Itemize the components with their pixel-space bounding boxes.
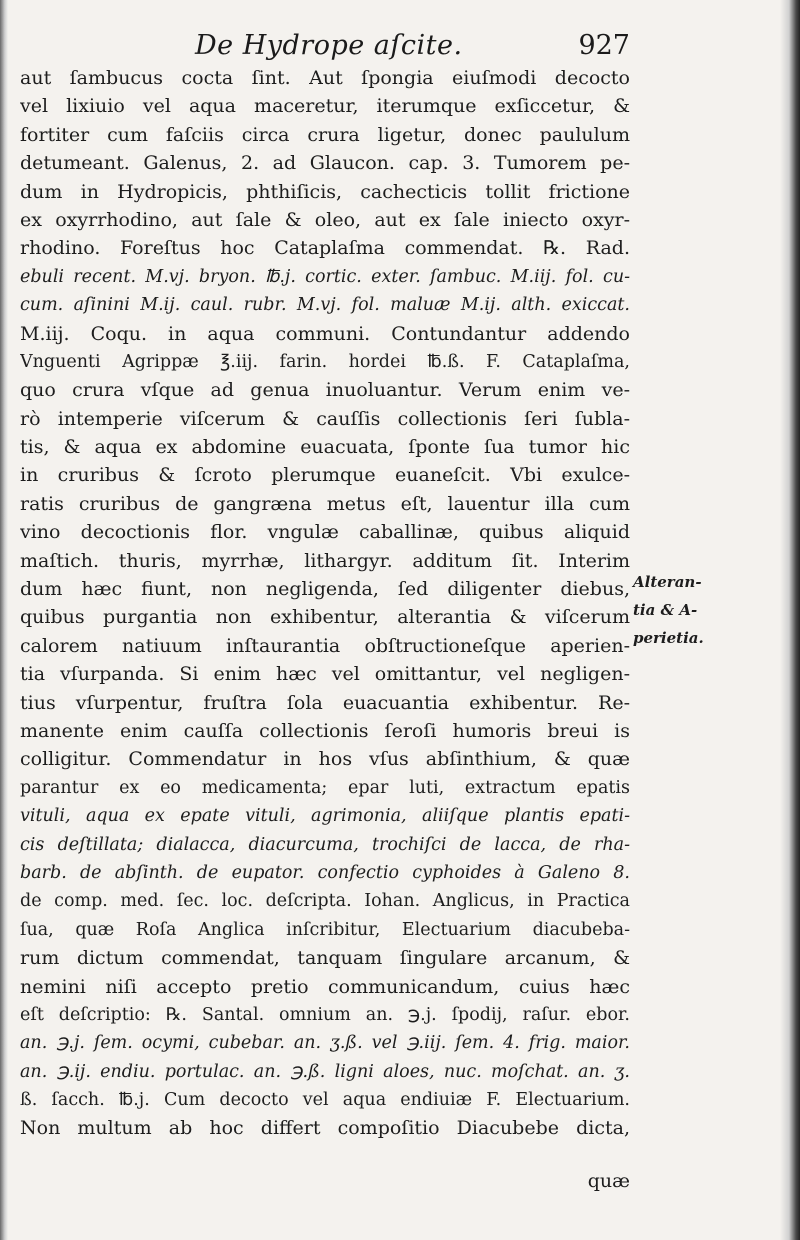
text-line: calorem natiuum inſtaurantia obſtructioneſque aperien- — [20, 634, 630, 657]
text-line: cis deſtillata; dialacca, diacurcuma, trochiſci de lacca, de rha- — [20, 834, 630, 855]
text-line: nemini niſi accepto pretio communicandum, cuius hæc — [20, 975, 630, 998]
text-line: vel lixiuio vel aqua maceretur, iterumque exſiccetur, & — [20, 95, 630, 118]
page-edge-shadow — [780, 0, 800, 1240]
text-line: an. ℈.ij. endiu. portulac. an. ℈.ß. ligni aloes, nuc. moſchat. an. ʒ. — [20, 1061, 630, 1082]
catchword: quæ — [587, 1170, 630, 1192]
text-line: cum. aſinini M.ij. caul. rubr. M.vj. fol. maluæ M.ij. alth. exiccat. — [20, 295, 630, 316]
text-line: rhodino. Foreſtus hoc Cataplaſma commendat. ℞. Rad. — [20, 237, 630, 260]
text-line: ratis cruribus de gangræna metus eſt, lauentur illa cum — [20, 492, 630, 515]
text-line: barb. de abſinth. de eupator. confectio cyphoides à Galeno 8. — [20, 862, 630, 883]
text-line: de comp. med. ſec. loc. deſcripta. Iohan. Anglicus, in Practica — [20, 891, 630, 912]
text-line: aut ſambucus cocta ſint. Aut ſpongia eiuſmodi decocto — [20, 67, 630, 89]
text-line: maſtich. thuris, myrrhæ, lithargyr. additum ſit. Interim — [20, 549, 630, 572]
running-title: De Hydrope aſcite. — [195, 30, 463, 61]
text-line: dum hæc fiunt, non negligenda, ſed diligenter diebus, — [20, 578, 630, 601]
text-line: in cruribus & ſcroto plerumque euaneſcit. Vbi exulce- — [20, 464, 630, 487]
text-line: vino decoctionis flor. vngulæ caballinæ, quibus aliquid — [20, 521, 630, 544]
text-line: ß. ſacch. ℔.j. Cum decocto vel aqua endiuiæ F. Electuarium. — [20, 1090, 630, 1111]
text-line: rò intemperie viſcerum & cauſſis collectionis ſeri ſubla- — [20, 407, 630, 430]
text-line: tius vſurpentur, fruſtra ſola euacuantia exhibentur. Re- — [20, 691, 630, 714]
text-line: ebuli recent. M.vj. bryon. ℔.j. cortic. exter. ſambuc. M.iij. fol. cu- — [20, 266, 630, 287]
text-line: M.iij. Coqu. in aqua communi. Contundantur addendo — [20, 322, 630, 345]
text-line: ſua, quæ Roſa Anglica inſcribitur, Electuarium diacubeba- — [20, 919, 630, 940]
text-line: an. ℈.j. ſem. ocymi, cubebar. an. ʒ.ß. vel ℈.iij. ſem. 4. frig. maior. — [20, 1033, 630, 1054]
margin-note-line: perietia. — [633, 629, 704, 647]
text-line: Non multum ab hoc differt compoſitio Diacubebe dicta, — [20, 1117, 630, 1140]
text-line: vituli, aqua ex epate vituli, agrimonia, aliiſque plantis epati- — [20, 806, 630, 827]
text-line: fortiter cum faſciis circa crura ligetur, donec paululum — [20, 123, 630, 146]
text-line: quo crura vſque ad genua inuoluantur. Verum enim ve- — [20, 379, 630, 402]
page-number: 927 — [578, 30, 630, 61]
margin-note-line: tia & A- — [633, 601, 698, 619]
gutter-shadow — [0, 0, 8, 1240]
text-line: rum dictum commendat, tanquam ſingulare arcanum, & — [20, 947, 630, 970]
text-line: eſt deſcriptio: ℞. Santal. omnium an. ℈.j. ſpodij, raſur. ebor. — [20, 1004, 630, 1025]
text-line: tia vſurpanda. Si enim hæc vel omittantur, vel negligen- — [20, 663, 630, 686]
body-text — [20, 64, 630, 1143]
text-line: tis, & aqua ex abdomine euacuata, ſponte ſua tumor hic — [20, 436, 630, 459]
text-line: Vnguenti Agrippæ ℥.iij. farin. hordei ℔.ß. F. Cataplaſma, — [20, 351, 630, 372]
text-line: ex oxyrrhodino, aut ſale & oleo, aut ex ſale iniecto oxyr- — [20, 208, 630, 231]
margin-note-line: Alteran- — [633, 573, 702, 591]
text-line: parantur ex eo medicamenta; epar luti, extractum epatis — [20, 777, 630, 798]
text-line: quibus purgantia non exhibentur, alterantia & viſcerum — [20, 606, 630, 629]
text-line: manente enim cauſſa collectionis ſeroſi humoris breui is — [20, 719, 630, 742]
text-line: colligitur. Commendatur in hos vſus abſinthium, & quæ — [20, 748, 630, 771]
text-line: dum in Hydropicis, phthiſicis, cachecticis tollit frictione — [20, 180, 630, 203]
text-line: detumeant. Galenus, 2. ad Glaucon. cap. 3. Tumorem pe- — [20, 152, 630, 175]
margin-note — [633, 568, 713, 652]
